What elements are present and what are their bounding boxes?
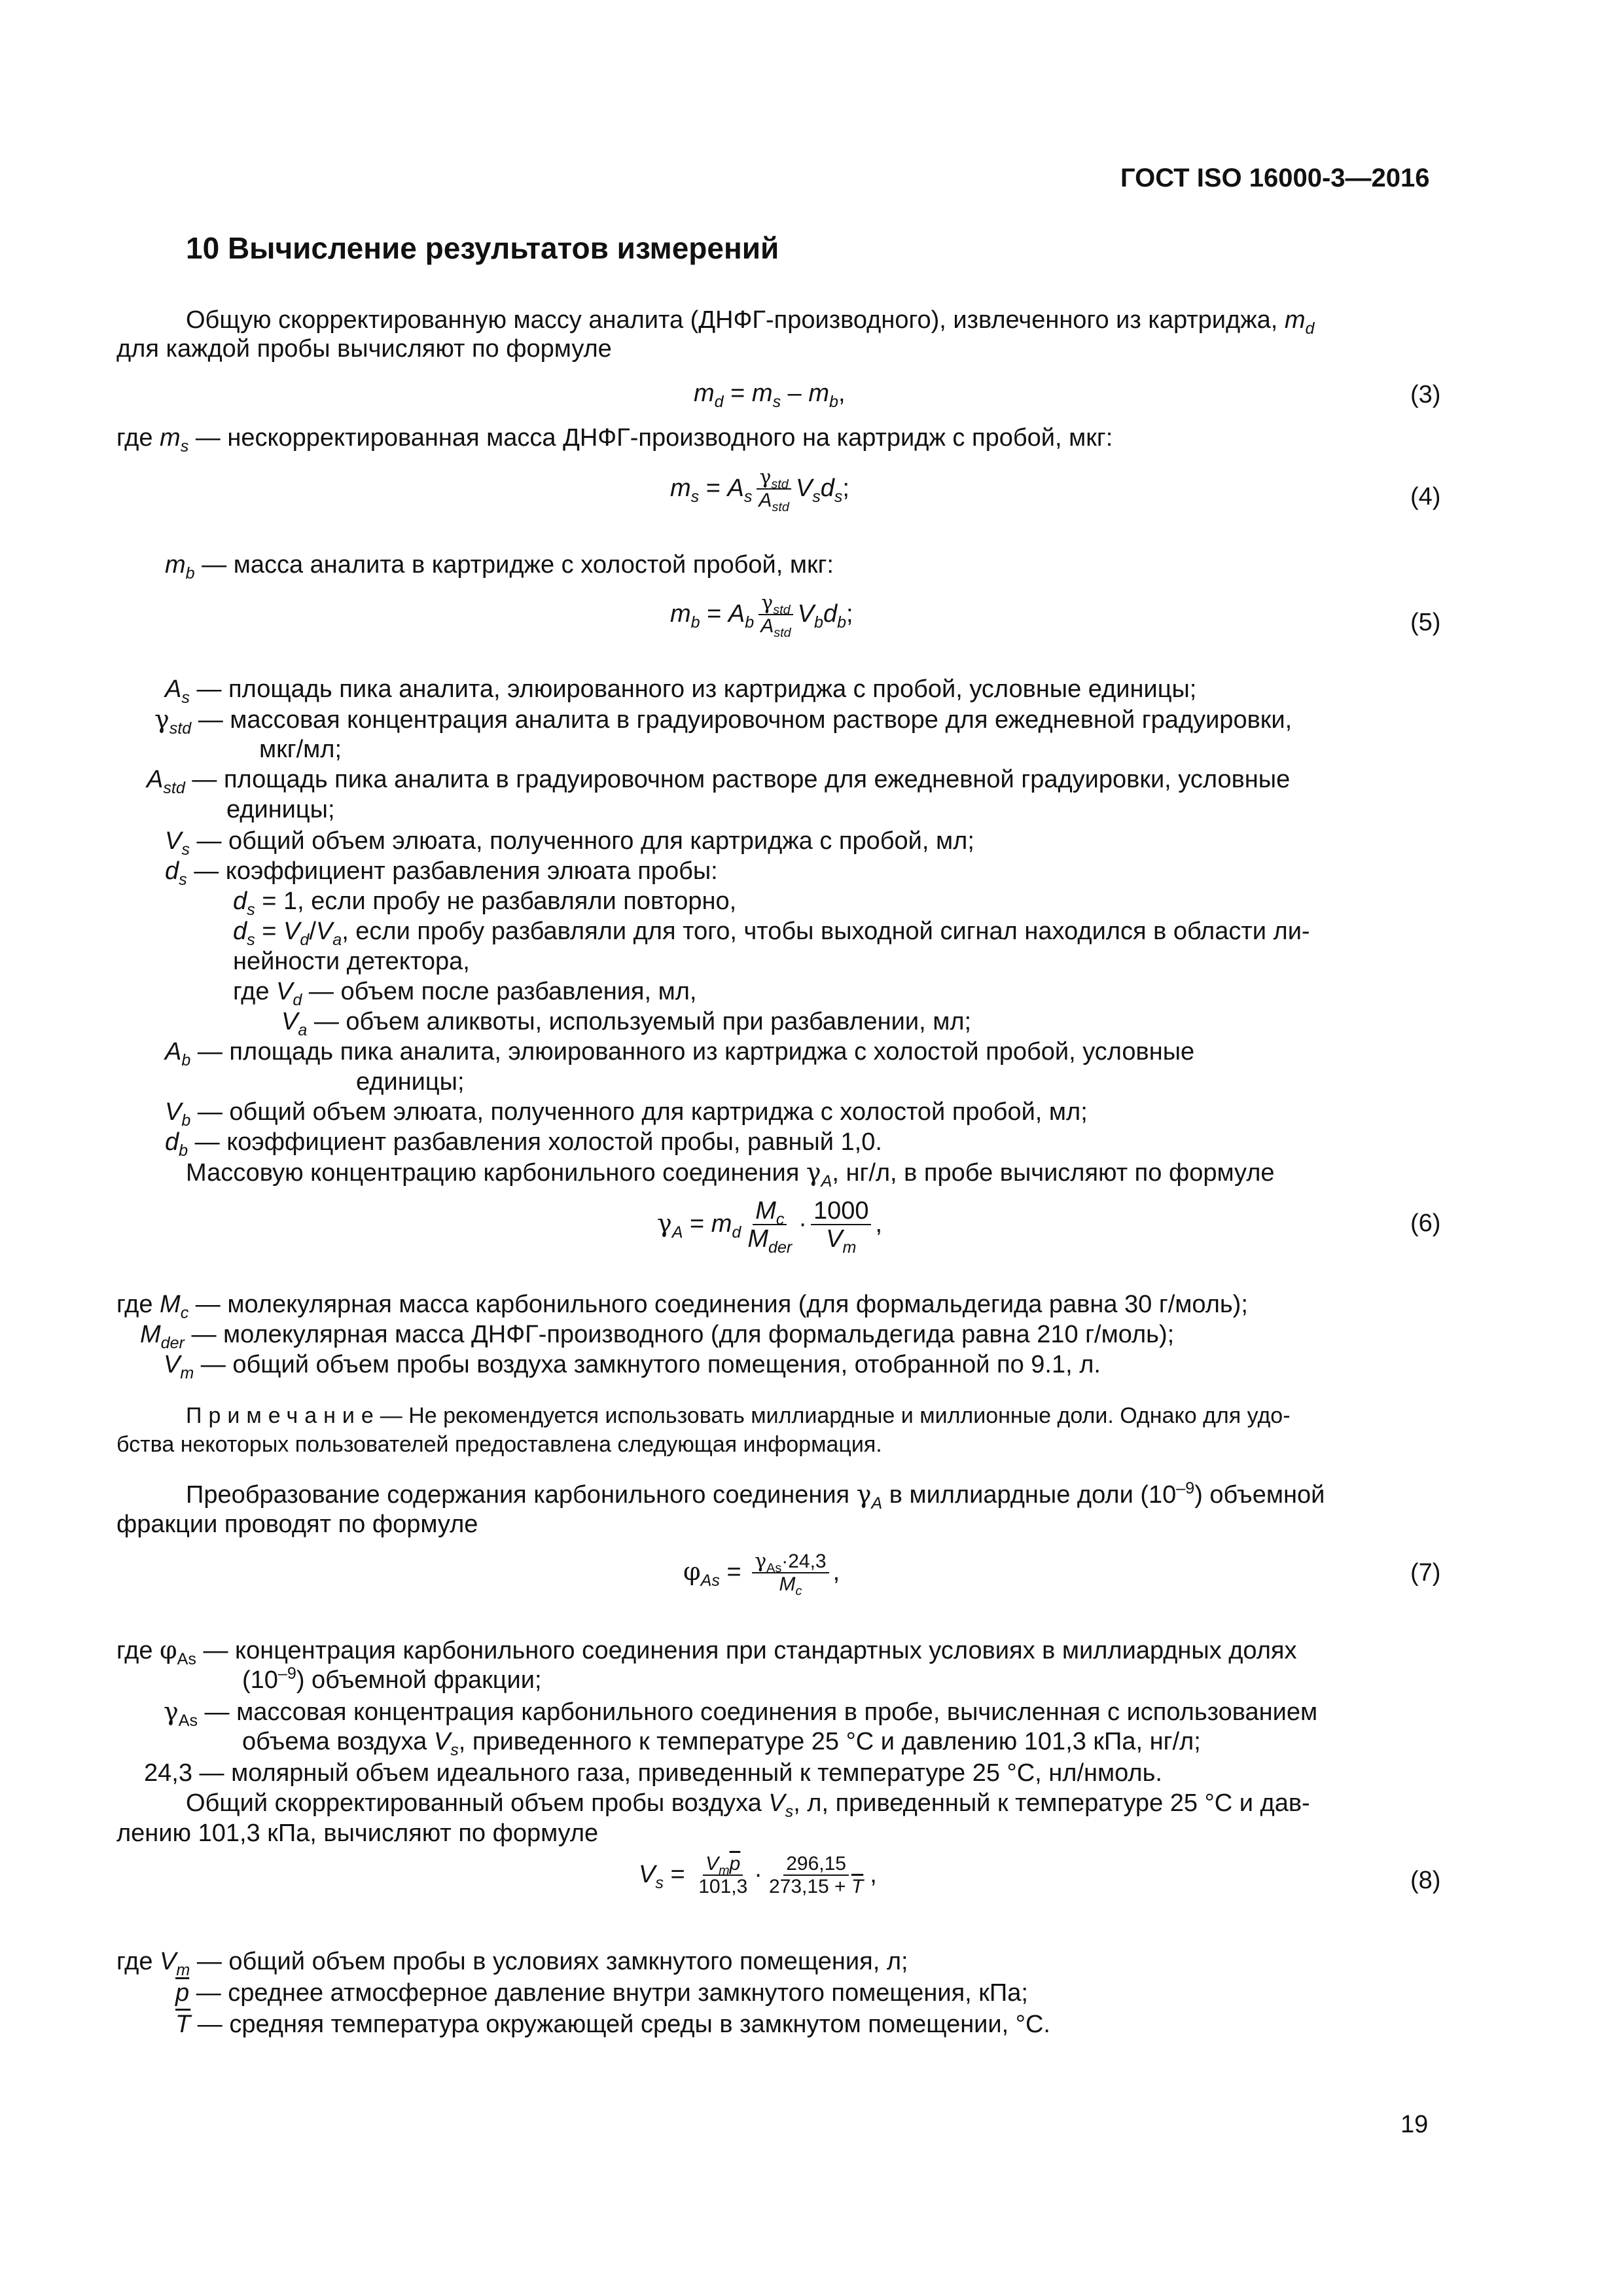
Vm-total-definition: где $V_m$ — общий объем пробы в условиях замкнутого помещения, л; [116,1948,908,1979]
ms-definition: где $m_s$ — нескорректированная масса ДНФГ-производного на картридж с пробой, мкг: [116,424,1113,456]
molar-volume-definition: 24,3 — молярный объем идеального газа, приведенный к температуре 25 °С, нл/нмоль. [144,1759,1162,1787]
paragraph-3-line-2: фракции проводят по формуле [116,1511,478,1538]
gamma-std-definition-cont: мкг/мл; [259,736,342,763]
equation-6-number: (6) [1410,1210,1441,1237]
gamma-std-definition: $\gamma_{std}$ — массовая концентрация аналита в градуировочном растворе для ежедневной градуировки, [154,705,1293,738]
ds-case-2-cont: нейности детектора, [233,948,470,975]
gamma-As-definition: $\gamma_{As}$ — массовая концентрация карбонильного соединения в пробе, вычисленная с использованием [164,1697,1318,1730]
As-definition: $A_s$ — площадь пика аналита, элюированного из картриджа с пробой, условные единицы; [165,675,1197,707]
equation-8: $V_s$ = $\frac{V_m\overline{p}}{101,3}$ · $\frac{296,15}{273,15 + \overline{T}}$ , [639,1853,877,1897]
Ab-definition-cont: единицы; [356,1068,465,1096]
Astd-definition: $A_{std}$ — площадь пика аналита в градуировочном растворе для ежедневной градуировки, условные [147,766,1291,797]
equation-8-number: (8) [1410,1867,1441,1894]
equation-4: $m_s = A_s$ $\frac{\gamma_{std}}{A_{std}}$ $V_sd_s$; [670,466,849,514]
equation-7-number: (7) [1410,1559,1441,1587]
Ab-definition: $A_b$ — площадь пика аналита, элюированного из картриджа с холостой пробой, условные [165,1038,1195,1069]
ds-case-1: $d_s = 1$, если пробу не разбавляли повторно, [233,888,737,919]
page-number: 19 [1400,2111,1429,2138]
Astd-definition-cont: единицы; [226,796,335,823]
note-line-1: Примечание— Не рекомендуется использовать миллиардные и миллионные доли. Однако для удо- [186,1403,1291,1428]
Va-definition: $V_a$ — объем аликвоты, используемый при разбавлении, мл; [281,1008,972,1039]
equation-7: $\varphi_{As}$ = $\frac{\gamma_{As}\cdot 24,3}{M_c}$ , [683,1550,840,1598]
paragraph-4-line-1: Общий скорректированный объем пробы воздуха $V_s$, л, приведенный к температуре 25 °С и дав- [186,1789,1310,1821]
Vm-definition: $V_m$ — общий объем пробы воздуха замкнутого помещения, отобранной по 9.1, л. [164,1351,1101,1382]
paragraph-3-line-1: Преобразование содержания карбонильного соединения $\gamma_A$ в миллиардные доли $(10^{-9})$ объемной [186,1479,1325,1513]
equation-3-number: (3) [1410,381,1441,408]
equation-6: $\gamma_A = m_d$ $\frac{M_c}{M_{der}}$ · $\frac{1000}{V_m}$ , [657,1197,883,1257]
paragraph-1-line-2: для каждой пробы вычисляют по формуле [116,335,612,363]
Mder-definition: $M_{der}$ — молекулярная масса ДНФГ-производного (для формальдегида равна 210 г/моль); [140,1321,1175,1352]
paragraph-4-line-2: лению 101,3 кПа, вычисляют по формуле [116,1820,599,1847]
p-mean-definition: $\overline{p}$ — среднее атмосферное давление внутри замкнутого помещения, кПа; [175,1979,1028,2007]
phi-definition: где $\varphi_{As}$ — концентрация карбонильного соединения при стандартных условиях в миллиардных долях [116,1636,1297,1668]
db-definition: $d_b$ — коэффициент разбавления холостой пробы, равный 1,0. [165,1128,882,1160]
section-heading: 10 Вычисление результатов измерений [186,231,779,265]
Vd-definition: где $V_d$ — объем после разбавления, мл, [233,978,697,1009]
note-line-2: бства некоторых пользователей предоставлена следующая информация. [116,1432,882,1457]
gamma-As-definition-cont: объема воздуха $V_s$, приведенного к температуре 25 °С и давлению 101,3 кПа, нг/л; [242,1728,1201,1759]
equation-3: $m_d = m_s - m_b$, [694,380,846,411]
Vb-definition: $V_b$ — общий объем элюата, полученного для картриджа с холостой пробой, мл; [165,1098,1088,1130]
phi-definition-cont: $(10^{-9})$ объемной фракции; [242,1664,542,1694]
ds-case-2: $d_s = V_d/V_a$, если пробу разбавляли для того, чтобы выходной сигнал находился в области ли- [233,918,1310,949]
paragraph-1-line-1: Общую скорректированную массу аналита (ДНФГ-производного), извлеченного из картриджа, $m_d$ [186,306,1315,338]
document-header: ГОСТ ISO 16000-3—2016 [1120,164,1430,192]
mb-definition: $m_b$ — масса аналита в картридже с холостой пробой, мкг: [165,551,834,583]
equation-5-number: (5) [1410,609,1441,636]
equation-4-number: (4) [1410,483,1441,511]
Vs-definition: $V_s$ — общий объем элюата, полученного для картриджа с пробой, мл; [165,827,974,859]
Mc-definition: где $M_c$ — молекулярная масса карбонильного соединения (для формальдегида равна 30 г/моль); [116,1291,1248,1322]
T-mean-definition: $\overline{T}$ — средняя температура окружающей среды в замкнутом помещении, °С. [175,2011,1050,2038]
ds-definition: $d_s$ — коэффициент разбавления элюата пробы: [165,857,718,889]
paragraph-2: Массовую концентрацию карбонильного соединения $\gamma_A$, нг/л, в пробе вычисляют по формуле [186,1158,1275,1191]
equation-5: $m_b = A_b$ $\frac{\gamma_{std}}{A_{std}}$ $V_bd_b$; [670,592,853,640]
